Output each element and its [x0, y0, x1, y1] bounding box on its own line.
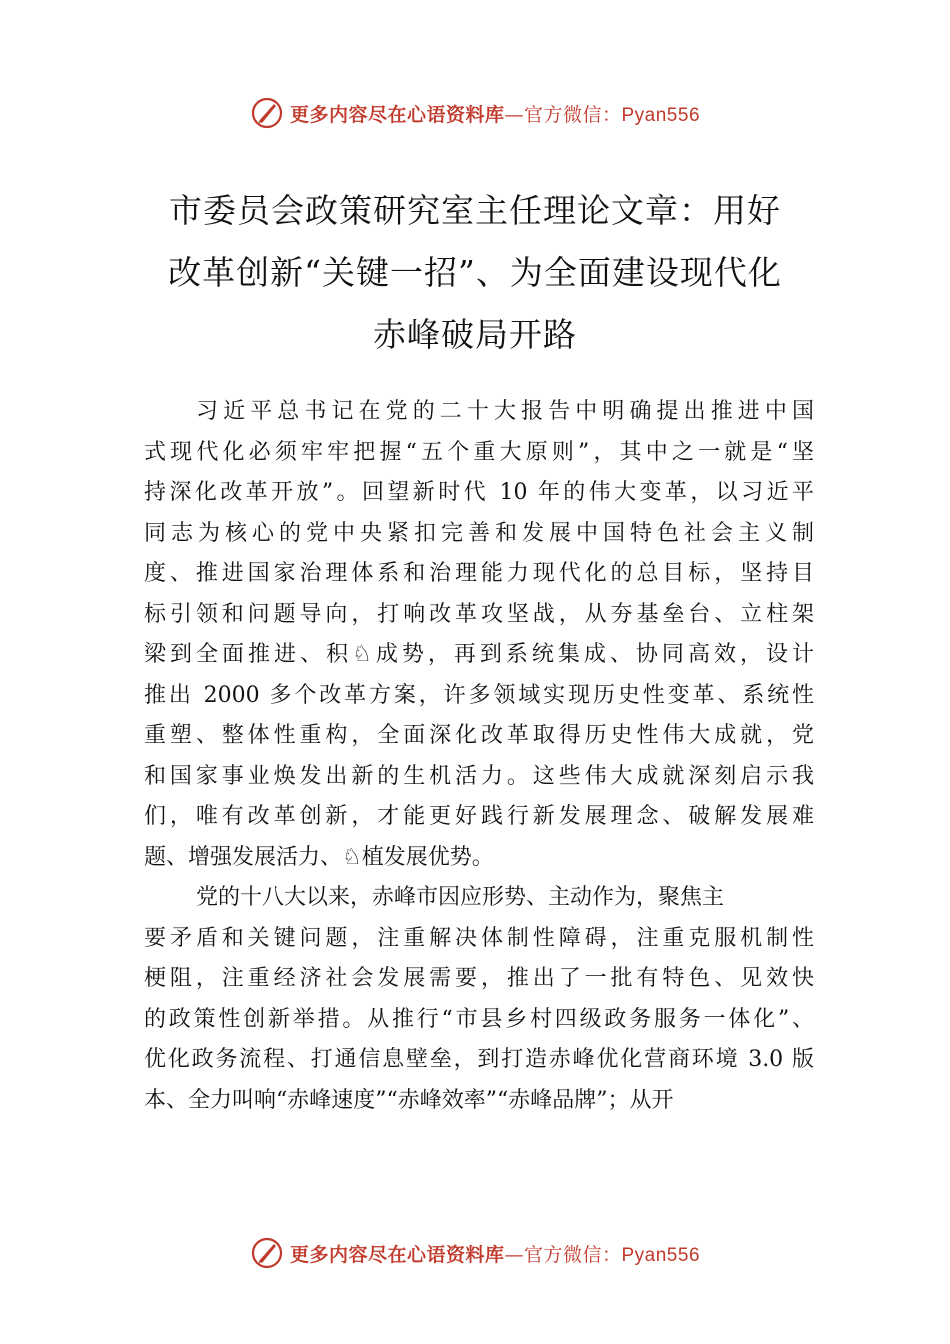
- text-line: 推出 2000 多个改革方案，许多领域实现历史性变革、系统性: [144, 682, 814, 708]
- text-line: 度、推进国家治理体系和治理能力现代化的总目标，坚持目: [144, 561, 814, 586]
- text-line: 党的十八大以来，赤峰市因应形势、主动作为，聚焦主: [196, 885, 725, 910]
- text-line: 要矛盾和关键问题，注重解决体制性障碍，注重克服机制性: [144, 925, 814, 951]
- text-line: 同志为核心的党中央紧扣完善和发展中国特色社会主义制: [144, 520, 814, 546]
- header-watermark: [0, 93, 950, 133]
- watermark-text: [290, 1240, 700, 1267]
- quill-circle-logo-icon: [250, 1236, 284, 1270]
- text-line: 和国家事业焕发出新的生机活力。这些伟大成就深刻启示我: [144, 763, 814, 789]
- paragraph: [144, 392, 814, 878]
- watermark-text: [290, 100, 700, 127]
- text-line: 重塑、整体性重构，全面深化改革取得历史性伟大成就，党: [144, 723, 814, 748]
- text-line: 习近平总书记在党的二十大报告中明确提出推进中国: [196, 399, 814, 424]
- text-line: 本、全力叫响“赤峰速度”“赤峰效率”“赤峰品牌”；从开: [144, 1087, 674, 1113]
- title-line: 改革创新“关键一招”、为全面建设现代化: [168, 253, 782, 292]
- watermark-wechat-id: Pyan556: [621, 104, 701, 126]
- title-line: 市委员会政策研究室主任理论文章：用好: [169, 191, 781, 230]
- watermark-separator: —: [504, 103, 524, 126]
- text-line: 式现代化必须牢牢把握“五个重大原则”，其中之一就是“坚: [144, 439, 814, 465]
- paragraph: [144, 878, 814, 1121]
- watermark-separator: —: [504, 1243, 524, 1266]
- quill-circle-logo-icon: [250, 96, 284, 130]
- text-line: 题、增强发展活力、♘植发展优势。: [144, 844, 494, 870]
- text-line: 优化政务流程、打通信息壁垒，到打造赤峰优化营商环境 3.0 版: [144, 1047, 814, 1072]
- article-body: [144, 392, 814, 1121]
- text-line: 标引领和问题导向，打响改革攻坚战，从夯基垒台、立柱架: [144, 601, 814, 627]
- text-line: 的政策性创新举措。从推行“市县乡村四级政务服务一体化”、: [144, 1006, 814, 1032]
- watermark-brand: 更多内容尽在心语资料库: [289, 1243, 505, 1266]
- watermark-wechat-label: 官方微信：: [523, 1243, 622, 1266]
- text-line: 们，唯有改革创新，才能更好践行新发展理念、破解发展难: [144, 804, 814, 829]
- text-line: 梁到全面推进、积♘成势，再到系统集成、协同高效，设计: [144, 642, 814, 667]
- article-title: [120, 180, 830, 366]
- watermark-wechat-label: 官方微信：: [523, 103, 622, 126]
- footer-watermark: [0, 1233, 950, 1273]
- title-line: 赤峰破局开路: [373, 315, 577, 354]
- text-line: 梗阻，注重经济社会发展需要，推出了一批有特色、见效快: [144, 966, 814, 991]
- watermark-brand: 更多内容尽在心语资料库: [289, 103, 505, 126]
- text-line: 持深化改革开放”。回望新时代 10 年的伟大变革，以习近平: [144, 480, 814, 505]
- watermark-wechat-id: Pyan556: [621, 1244, 701, 1266]
